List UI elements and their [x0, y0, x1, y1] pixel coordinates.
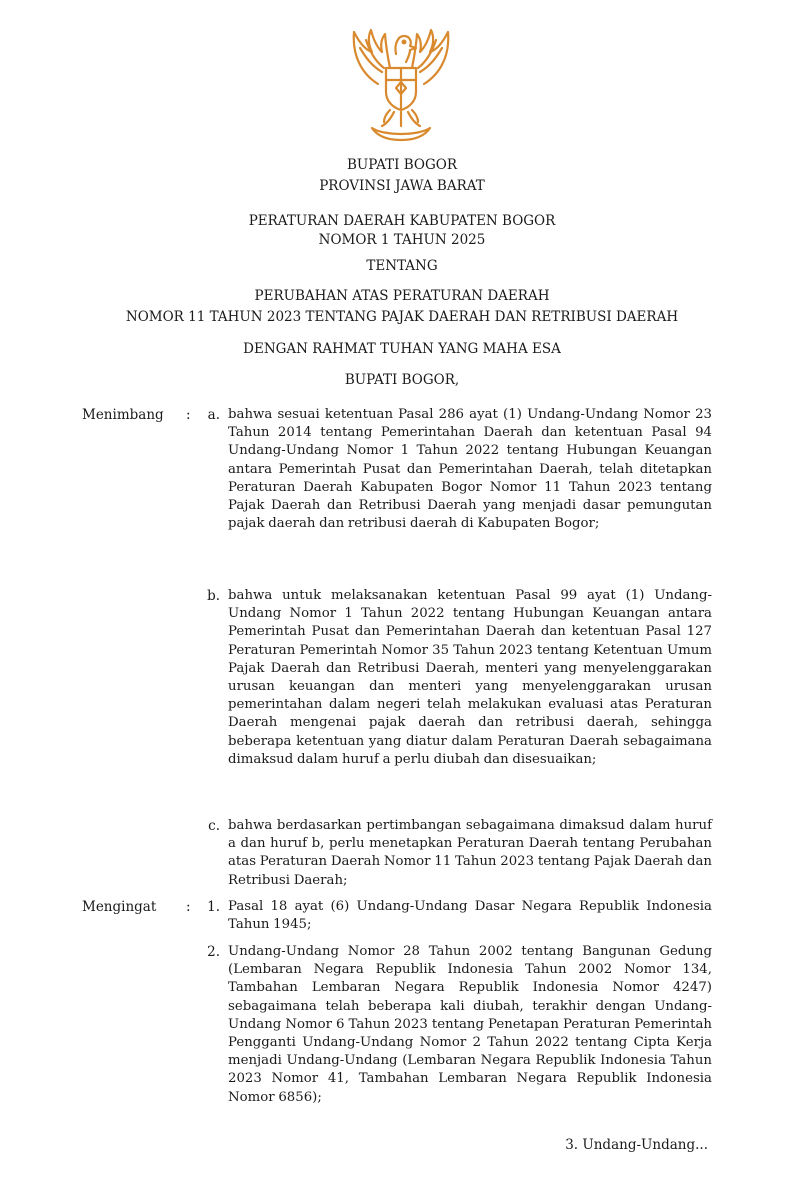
mengingat-colon: : — [186, 899, 191, 915]
mengingat-marker-1: 1. — [207, 899, 220, 915]
menimbang-marker-a: a. — [207, 407, 220, 423]
next-page-catchword: 3. Undang-Undang... — [565, 1137, 708, 1153]
menimbang-item-b: bahwa untuk melaksanakan ketentuan Pasal 99 ayat (1) Undang-Undang Nomor 1 Tahun 2022 tentang Hubungan Keuangan antara Pemerintah Pusat dan Pemerintahan Daerah dan ketentuan Pasal 127 Peraturan Pemerintah Nomor 35 Tahun 2023 tentang Ketentuan Umum Pajak Daerah dan Retribusi Daerah, menteri yang menyelenggarakan urusan keuangan dan menteri yang menyelenggarakan urusan pemerintahan dalam negeri telah melakukan evaluasi atas Peraturan Daerah mengenai pajak daerah dan retribusi daerah, sehingga beberapa ketentuan yang diatur dalam Peraturan Daerah sebagaimana dimaksud dalam huruf a perlu diubah dan disesuaikan; — [228, 588, 712, 767]
mengingat-item-1: Pasal 18 ayat (6) Undang-Undang Dasar Negara Republik Indonesia Tahun 1945; — [228, 899, 712, 933]
menimbang-item-a: bahwa sesuai ketentuan Pasal 286 ayat (1) Undang-Undang Nomor 23 Tahun 2014 tentang Pemerintahan Daerah dan ketentuan Pasal 94 Undang-Undang Nomor 1 Tahun 2022 tentang Hubungan Keuangan antara Pemerintah Pusat dan Pemerintahan Daerah, telah ditetapkan Peraturan Daerah Kabupaten Bogor Nomor 11 Tahun 2023 tentang Pajak Daerah dan Retribusi Daerah yang menjadi dasar pemungutan pajak daerah dan retribusi daerah di Kabupaten Bogor; — [228, 407, 712, 532]
subject-line-2: NOMOR 11 TAHUN 2023 TENTANG PAJAK DAERAH DAN RETRIBUSI DAERAH — [125, 309, 679, 325]
subject-line-1: PERUBAHAN ATAS PERATURAN DAERAH — [254, 288, 550, 304]
menimbang-label: Menimbang — [82, 407, 164, 423]
regulation-number: NOMOR 1 TAHUN 2025 — [318, 232, 486, 248]
about-heading: TENTANG — [366, 258, 438, 274]
menimbang-colon: : — [186, 407, 191, 423]
menimbang-marker-b: b. — [207, 588, 220, 604]
mengingat-label: Mengingat — [82, 899, 157, 915]
menimbang-item-c: bahwa berdasarkan pertimbangan sebagaimana dimaksud dalam huruf a dan huruf b, perlu menetapkan Peraturan Daerah tentang Perubahan atas Peraturan Daerah Nomor 11 Tahun 2023 tentang Pajak Daerah dan Retribusi Daerah; — [228, 818, 712, 888]
mengingat-item-2: Undang-Undang Nomor 28 Tahun 2002 tentang Bangunan Gedung (Lembaran Negara Republik Indonesia Tahun 2002 Nomor 134, Tambahan Lembaran Negara Republik Indonesia Nomor 4247) sebagaimana telah beberapa kali diubah, terakhir dengan Undang-Undang Nomor 6 Tahun 2023 tentang Penetapan Peraturan Pemerintah Pengganti Undang-Undang Nomor 2 Tahun 2022 tentang Cipta Kerja menjadi Undang-Undang (Lembaran Negara Republik Indonesia Tahun 2023 Nomor 41, Tambahan Lembaran Negara Republik Indonesia Nomor 6856); — [228, 944, 712, 1105]
regulation-title: PERATURAN DAERAH KABUPATEN BOGOR — [248, 213, 556, 229]
mengingat-marker-2: 2. — [207, 944, 220, 960]
regent-addressee: BUPATI BOGOR, — [344, 372, 460, 388]
province-title: PROVINSI JAWA BARAT — [319, 178, 485, 194]
menimbang-marker-c: c. — [208, 818, 220, 834]
garuda-emblem-icon — [338, 22, 464, 144]
regent-title: BUPATI BOGOR — [346, 157, 458, 173]
blessing-line: DENGAN RAHMAT TUHAN YANG MAHA ESA — [243, 341, 561, 357]
